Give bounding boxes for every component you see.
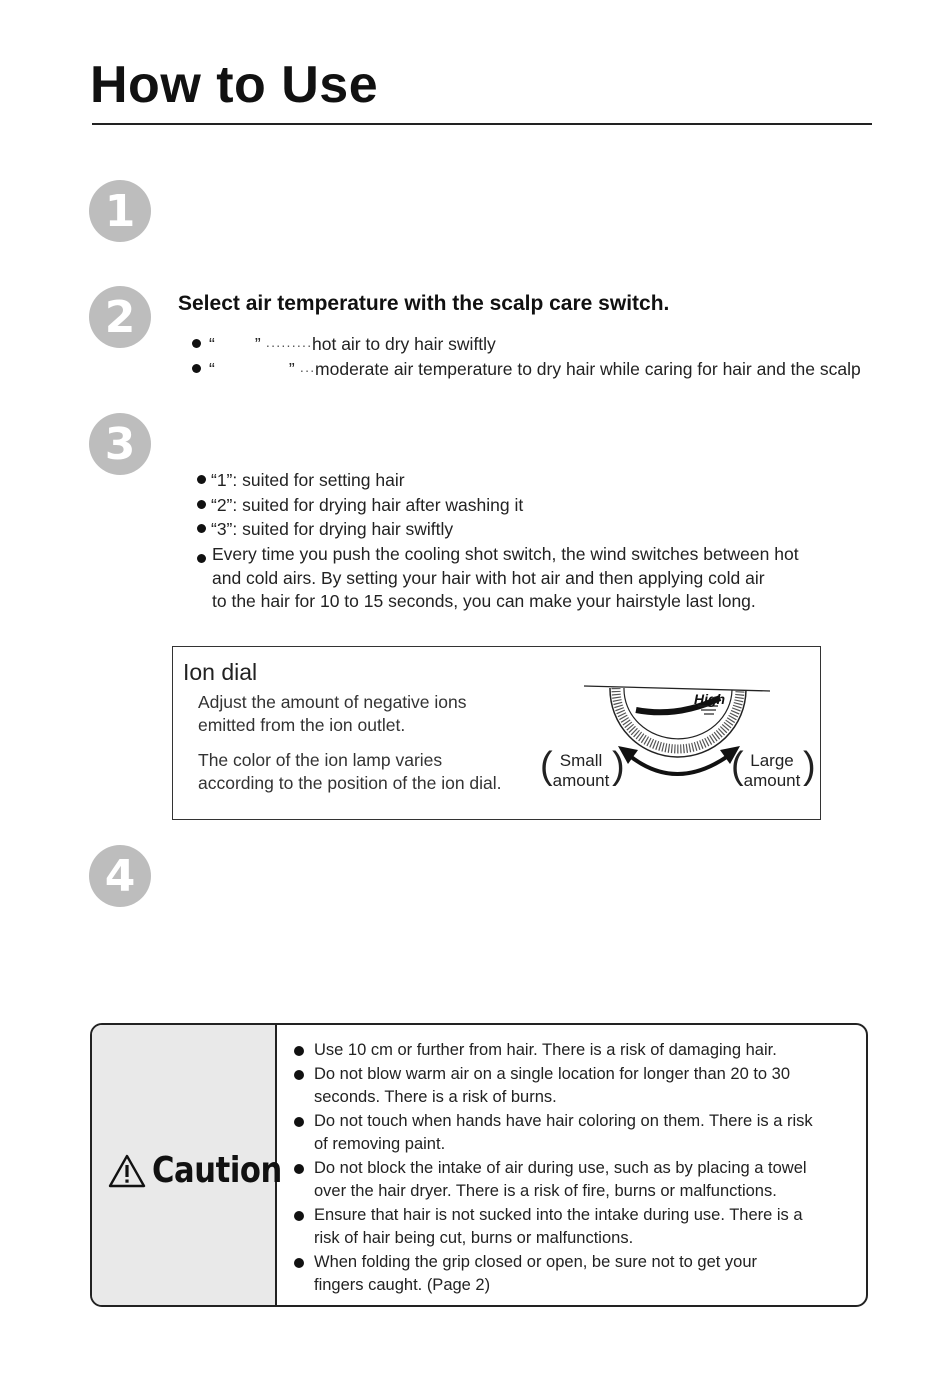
bullet-icon bbox=[197, 554, 206, 563]
caution-item: Use 10 cm or further from hair. There is a risk of damaging hair. bbox=[292, 1039, 857, 1063]
bullet-icon bbox=[197, 500, 206, 509]
large-amount-label: Large amount bbox=[743, 751, 801, 790]
right-paren-close: ) bbox=[803, 745, 816, 787]
step-3-bullet-2: “2”: suited for drying hair after washing it bbox=[197, 495, 523, 516]
caution-label bbox=[108, 1150, 305, 1191]
ion-dial-title: Ion dial bbox=[183, 659, 258, 685]
step-2-heading: Select air temperature with the scalp care switch. bbox=[178, 292, 670, 315]
caution-list bbox=[292, 1039, 857, 1298]
bullet-icon bbox=[192, 364, 201, 373]
step-4-number: 4 bbox=[89, 845, 151, 907]
bullet-icon bbox=[197, 524, 206, 533]
dial-rotate-arrow bbox=[630, 756, 728, 774]
caution-item: Ensure that hair is not sucked into the intake during use. There is a risk of hair being cut, burns or malfunctions. bbox=[292, 1204, 857, 1251]
small-amount-label: Small amount bbox=[552, 751, 610, 790]
caution-item: Do not blow warm air on a single location for longer than 20 to 30 seconds. There is a risk of burns. bbox=[292, 1063, 857, 1110]
step-3-number: 3 bbox=[89, 413, 151, 475]
bullet-icon bbox=[192, 339, 201, 348]
dial-high-label: High bbox=[694, 691, 726, 707]
step-3-bullet-3: “3”: suited for drying hair swiftly bbox=[197, 519, 453, 540]
ion-lamp-description: The color of the ion lamp varies according to the position of the ion dial. bbox=[198, 750, 502, 793]
caution-item: Do not block the intake of air during use, such as by placing a towel over the hair dryer. There is a risk of fire, burns or malfunctions. bbox=[292, 1157, 857, 1204]
cooling-shot-note: Every time you push the cooling shot switch, the wind switches between hot and cold airs. By setting your hair with hot air and then applying cold air to the hair for 10 to 15 seconds, you can make your hairstyle last long. bbox=[212, 544, 799, 611]
right-paren-open: ( bbox=[731, 745, 744, 787]
step-1-number: 1 bbox=[89, 180, 151, 242]
caution-box bbox=[90, 1023, 868, 1307]
left-paren-close: ) bbox=[612, 745, 625, 787]
bullet-icon bbox=[197, 475, 206, 484]
ion-dial-description: Adjust the amount of negative ions emitted from the ion outlet. bbox=[198, 692, 467, 735]
title-divider bbox=[92, 123, 872, 125]
caution-label-panel bbox=[92, 1025, 282, 1305]
step-3-bullet-1: “1”: suited for setting hair bbox=[197, 470, 405, 491]
caution-heading: Caution bbox=[152, 1150, 282, 1191]
step-2-number: 2 bbox=[89, 286, 151, 348]
page-title: How to Use bbox=[90, 56, 379, 114]
caution-item: When folding the grip closed or open, be sure not to get your fingers caught. (Page 2) bbox=[292, 1251, 857, 1298]
caution-item: Do not touch when hands have hair coloring on them. There is a risk of removing paint. bbox=[292, 1110, 857, 1157]
warning-triangle-icon bbox=[108, 1153, 146, 1189]
left-paren-open: ( bbox=[540, 745, 553, 787]
step-2-bullet-hot: “ ” ·········hot air to dry hair swiftly bbox=[192, 334, 496, 355]
step-2-bullet-scalp: “ ” ···moderate air temperature to dry hair while caring for hair and the scalp bbox=[192, 359, 861, 380]
